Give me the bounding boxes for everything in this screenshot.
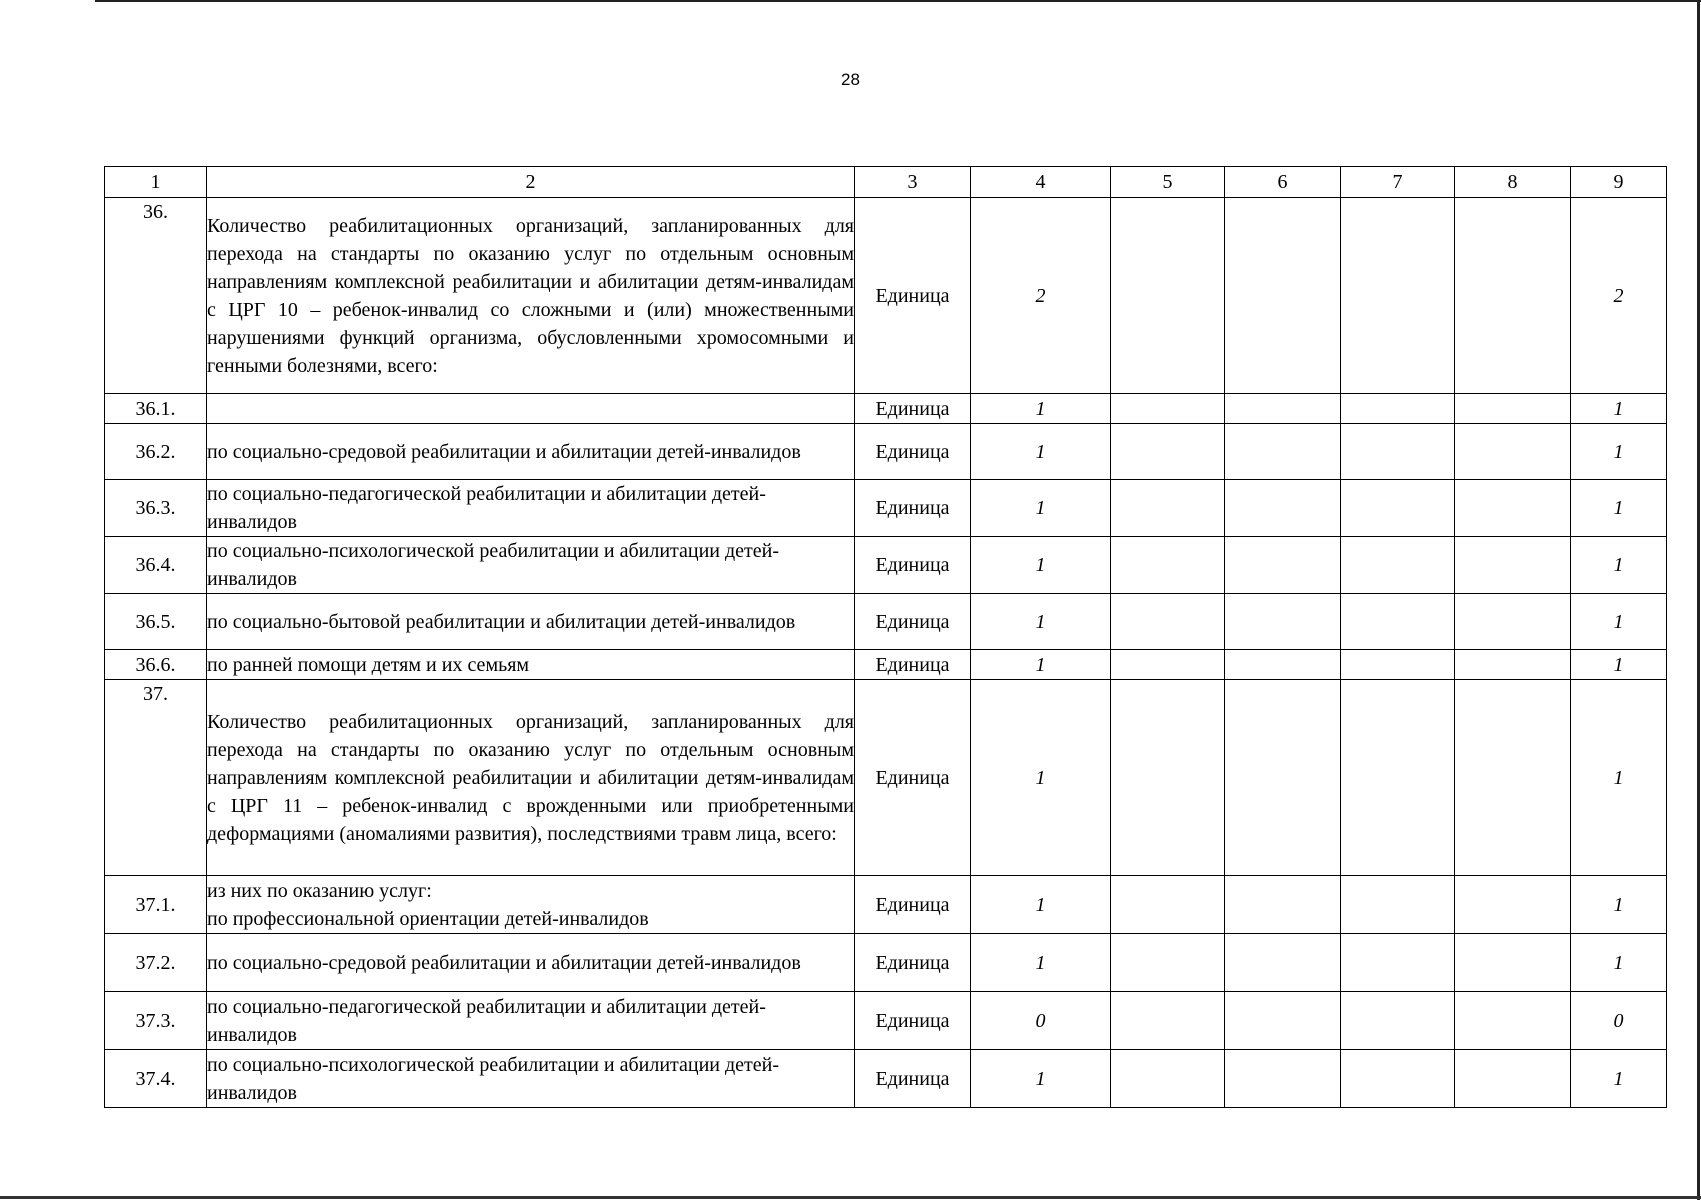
row-description: Количество реабилитационных организаций, запланированных для перехода на стандарты по оказанию услуг по отдельным основным направлениям комплексной реабилитации и абилитации детям-инвалидам с ЦРГ 11 – ребенок-инвалид с врожденными или приобретенными деформациями (аномалиями развития), последствиями травм лица, всего:: [207, 680, 855, 876]
row-cell-col6: [1225, 1050, 1341, 1108]
row-description: по ранней помощи детям и их семьям: [207, 650, 855, 680]
row-cell-col7: [1341, 992, 1455, 1050]
row-cell-col6: [1225, 424, 1341, 480]
row-cell-col5: [1111, 680, 1225, 876]
row-number: 36.2.: [105, 424, 207, 480]
row-cell-col6: [1225, 680, 1341, 876]
table-header-row: [105, 167, 1667, 198]
row-cell-col5: [1111, 424, 1225, 480]
row-cell-col6: [1225, 480, 1341, 537]
row-unit: Единица: [855, 650, 971, 680]
row-number: 37.4.: [105, 1050, 207, 1108]
row-value-col4: 0: [971, 992, 1111, 1050]
row-number: 37.1.: [105, 876, 207, 934]
row-value-col9: 1: [1571, 537, 1667, 594]
row-cell-col7: [1341, 537, 1455, 594]
row-unit: Единица: [855, 876, 971, 934]
row-cell-col7: [1341, 680, 1455, 876]
row-unit: Единица: [855, 992, 971, 1050]
header-cell-4: 4: [971, 167, 1111, 198]
row-cell-col7: [1341, 1050, 1455, 1108]
row-value-col4: 1: [971, 934, 1111, 992]
row-unit: Единица: [855, 680, 971, 876]
row-cell-col6: [1225, 934, 1341, 992]
row-value-col9: 1: [1571, 480, 1667, 537]
row-cell-col6: [1225, 394, 1341, 424]
header-cell-5: 5: [1111, 167, 1225, 198]
row-description: по социально-средовой реабилитации и абилитации детей-инвалидов: [207, 934, 855, 992]
header-cell-1: 1: [105, 167, 207, 198]
row-unit: Единица: [855, 480, 971, 537]
row-value-col4: 1: [971, 594, 1111, 650]
row-value-col4: 1: [971, 876, 1111, 934]
row-cell-col6: [1225, 992, 1341, 1050]
row-cell-col5: [1111, 537, 1225, 594]
row-description-line: по профессиональной ориентации детей-инвалидов: [207, 907, 649, 930]
row-number: 36.: [105, 198, 207, 394]
table-row: [105, 680, 1667, 876]
row-cell-col5: [1111, 594, 1225, 650]
row-description: [207, 876, 855, 934]
row-cell-col8: [1455, 394, 1571, 424]
header-cell-3: 3: [855, 167, 971, 198]
header-cell-9: 9: [1571, 167, 1667, 198]
row-cell-col8: [1455, 424, 1571, 480]
row-number: 36.3.: [105, 480, 207, 537]
row-cell-col8: [1455, 650, 1571, 680]
row-cell-col7: [1341, 594, 1455, 650]
row-cell-col5: [1111, 992, 1225, 1050]
bottom-edge-line: [0, 1196, 1701, 1199]
header-cell-6: 6: [1225, 167, 1341, 198]
row-cell-col6: [1225, 876, 1341, 934]
row-description: [207, 394, 855, 424]
row-value-col9: 1: [1571, 650, 1667, 680]
row-unit: Единица: [855, 198, 971, 394]
row-unit: Единица: [855, 424, 971, 480]
row-value-col9: 1: [1571, 934, 1667, 992]
row-number: 37.3.: [105, 992, 207, 1050]
row-cell-col7: [1341, 480, 1455, 537]
row-cell-col8: [1455, 992, 1571, 1050]
row-cell-col6: [1225, 198, 1341, 394]
row-cell-col5: [1111, 394, 1225, 424]
row-cell-col7: [1341, 876, 1455, 934]
table-row: [105, 537, 1667, 594]
top-border-line: [95, 0, 1701, 2]
row-unit: Единица: [855, 1050, 971, 1108]
row-cell-col5: [1111, 198, 1225, 394]
row-unit: Единица: [855, 934, 971, 992]
table-row: [105, 424, 1667, 480]
page-number: 28: [841, 70, 860, 89]
table-row: [105, 650, 1667, 680]
row-cell-col6: [1225, 594, 1341, 650]
row-cell-col7: [1341, 198, 1455, 394]
row-value-col4: 1: [971, 1050, 1111, 1108]
row-value-col9: 1: [1571, 680, 1667, 876]
table-row: [105, 876, 1667, 934]
row-number: 37.2.: [105, 934, 207, 992]
table-row: [105, 1050, 1667, 1108]
row-cell-col7: [1341, 650, 1455, 680]
header-cell-7: 7: [1341, 167, 1455, 198]
row-cell-col8: [1455, 480, 1571, 537]
table-row: [105, 480, 1667, 537]
row-description: по социально-средовой реабилитации и абилитации детей-инвалидов: [207, 424, 855, 480]
row-cell-col7: [1341, 424, 1455, 480]
row-value-col9: 0: [1571, 992, 1667, 1050]
row-unit: Единица: [855, 594, 971, 650]
row-number: 36.5.: [105, 594, 207, 650]
row-cell-col6: [1225, 650, 1341, 680]
table-row: [105, 394, 1667, 424]
row-cell-col7: [1341, 934, 1455, 992]
row-number: 37.: [105, 680, 207, 876]
row-value-col9: 1: [1571, 594, 1667, 650]
row-cell-col8: [1455, 680, 1571, 876]
row-description: по социально-педагогической реабилитации и абилитации детей-инвалидов: [207, 992, 855, 1050]
table-row: [105, 934, 1667, 992]
row-description: по социально-психологической реабилитации и абилитации детей-инвалидов: [207, 1050, 855, 1108]
row-unit: Единица: [855, 394, 971, 424]
row-description-line: из них по оказанию услуг:: [207, 879, 432, 902]
row-cell-col6: [1225, 537, 1341, 594]
table-row: [105, 992, 1667, 1050]
right-edge-line: [1697, 0, 1700, 1200]
row-value-col4: 1: [971, 424, 1111, 480]
row-value-col4: 1: [971, 480, 1111, 537]
header-cell-2: 2: [207, 167, 855, 198]
header-cell-8: 8: [1455, 167, 1571, 198]
table-row: [105, 594, 1667, 650]
row-value-col4: 1: [971, 537, 1111, 594]
row-number: 36.4.: [105, 537, 207, 594]
row-cell-col5: [1111, 480, 1225, 537]
row-description: по социально-бытовой реабилитации и абилитации детей-инвалидов: [207, 594, 855, 650]
row-cell-col8: [1455, 537, 1571, 594]
row-cell-col5: [1111, 1050, 1225, 1108]
row-description: Количество реабилитационных организаций, запланированных для перехода на стандарты по оказанию услуг по отдельным основным направлениям комплексной реабилитации и абилитации детям-инвалидам с ЦРГ 10 – ребенок-инвалид со сложными и (или) множественными нарушениями функций организма, обусловленными хромосомными и генными болезнями, всего:: [207, 198, 855, 394]
row-cell-col8: [1455, 1050, 1571, 1108]
row-value-col4: 1: [971, 680, 1111, 876]
row-description: по социально-психологической реабилитации и абилитации детей-инвалидов: [207, 537, 855, 594]
row-cell-col5: [1111, 650, 1225, 680]
row-cell-col5: [1111, 934, 1225, 992]
row-number: 36.1.: [105, 394, 207, 424]
row-value-col9: 1: [1571, 424, 1667, 480]
row-unit: Единица: [855, 537, 971, 594]
row-cell-col8: [1455, 934, 1571, 992]
row-cell-col8: [1455, 594, 1571, 650]
table-row: [105, 198, 1667, 394]
row-cell-col8: [1455, 198, 1571, 394]
row-value-col4: 1: [971, 650, 1111, 680]
row-value-col9: 1: [1571, 876, 1667, 934]
row-value-col9: 2: [1571, 198, 1667, 394]
row-value-col9: 1: [1571, 1050, 1667, 1108]
indicator-table: [104, 166, 1667, 1108]
row-cell-col5: [1111, 876, 1225, 934]
row-cell-col8: [1455, 876, 1571, 934]
row-value-col4: 1: [971, 394, 1111, 424]
row-cell-col7: [1341, 394, 1455, 424]
row-description: по социально-педагогической реабилитации и абилитации детей-инвалидов: [207, 480, 855, 537]
row-value-col9: 1: [1571, 394, 1667, 424]
row-value-col4: 2: [971, 198, 1111, 394]
row-number: 36.6.: [105, 650, 207, 680]
